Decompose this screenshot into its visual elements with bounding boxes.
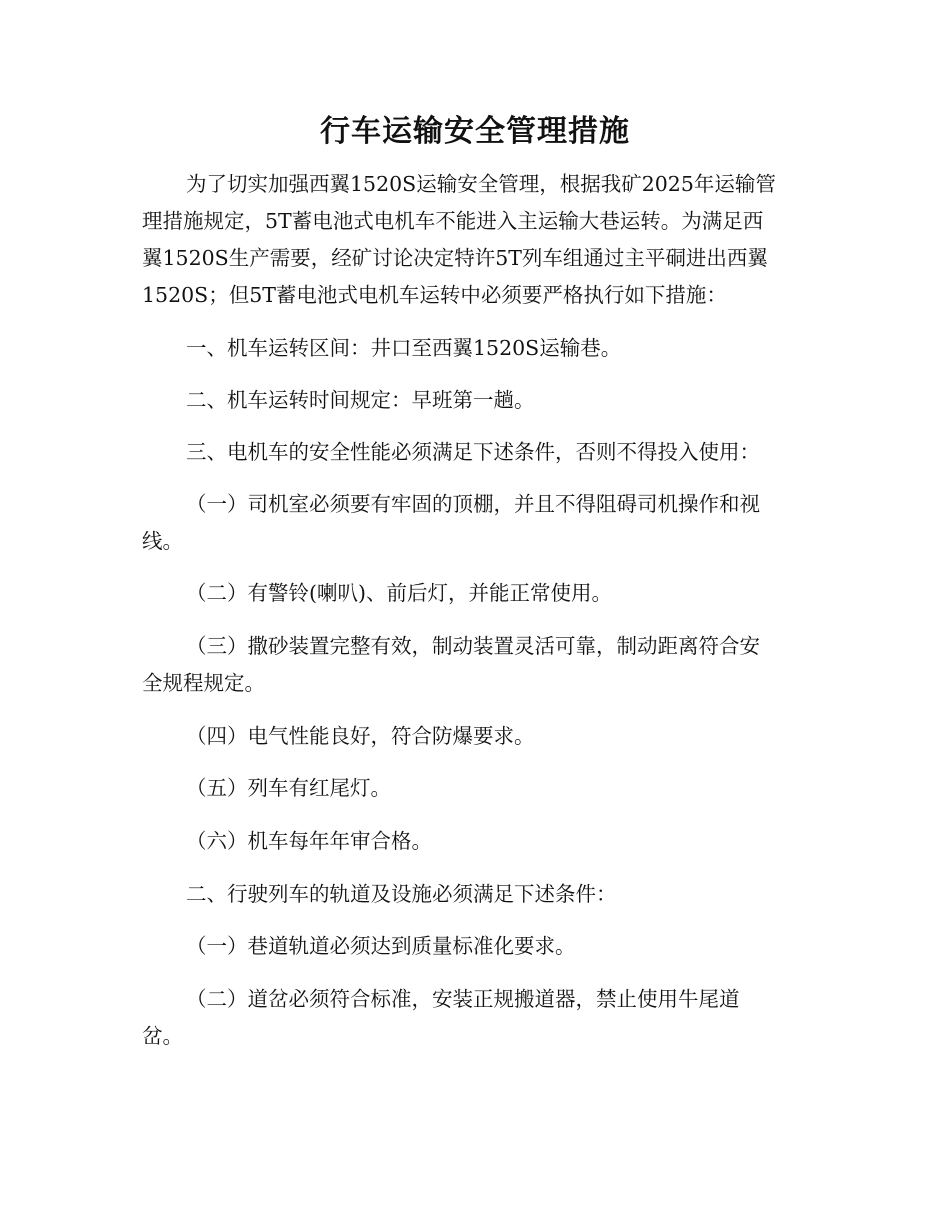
paragraph-line: 全规程规定。	[142, 671, 265, 695]
paragraph-line: 理措施规定，5T蓄电池式电机车不能进入主运输大巷运转。为满足西	[142, 209, 764, 233]
paragraph-line: （一）巷道轨道必须达到质量标准化要求。	[186, 934, 576, 958]
paragraph-line: （四）电气性能良好，符合防爆要求。	[186, 724, 535, 748]
paragraph-line: （六）机车每年年审合格。	[186, 829, 432, 853]
paragraph-line: （二）道岔必须符合标准，安装正规搬道器，禁止使用牛尾道	[186, 987, 740, 1011]
paragraph-line: 三、电机车的安全性能必须满足下述条件，否则不得投入使用：	[186, 440, 760, 464]
paragraph-line: （一）司机室必须要有牢固的顶棚，并且不得阻碍司机操作和视	[186, 492, 760, 516]
paragraph-line: 一、机车运转区间：井口至西翼1520S运输巷。	[186, 336, 622, 360]
paragraph-line: （三）撒砂装置完整有效，制动装置灵活可靠，制动距离符合安	[186, 634, 760, 658]
paragraph-line: 二、行驶列车的轨道及设施必须满足下述条件：	[186, 882, 617, 906]
paragraph-line: （五）列车有红尾灯。	[186, 776, 391, 800]
paragraph-line: 岔。	[142, 1024, 183, 1048]
paragraph-line: 翼1520S生产需要，经矿讨论决定特许5T列车组通过主平硐进出西翼	[142, 246, 768, 270]
paragraph-line: 线。	[142, 529, 183, 553]
paragraph-line: 二、机车运转时间规定：早班第一趟。	[186, 388, 535, 412]
paragraph-line: 为了切实加强西翼1520S运输安全管理，根据我矿2025年运输管	[186, 172, 776, 196]
document-title: 行车运输安全管理措施	[320, 114, 630, 149]
paragraph-line: （二）有警铃(喇叭)、前后灯，并能正常使用。	[186, 581, 612, 605]
paragraph-line: 1520S；但5T蓄电池式电机车运转中必须要严格执行如下措施：	[142, 283, 727, 307]
